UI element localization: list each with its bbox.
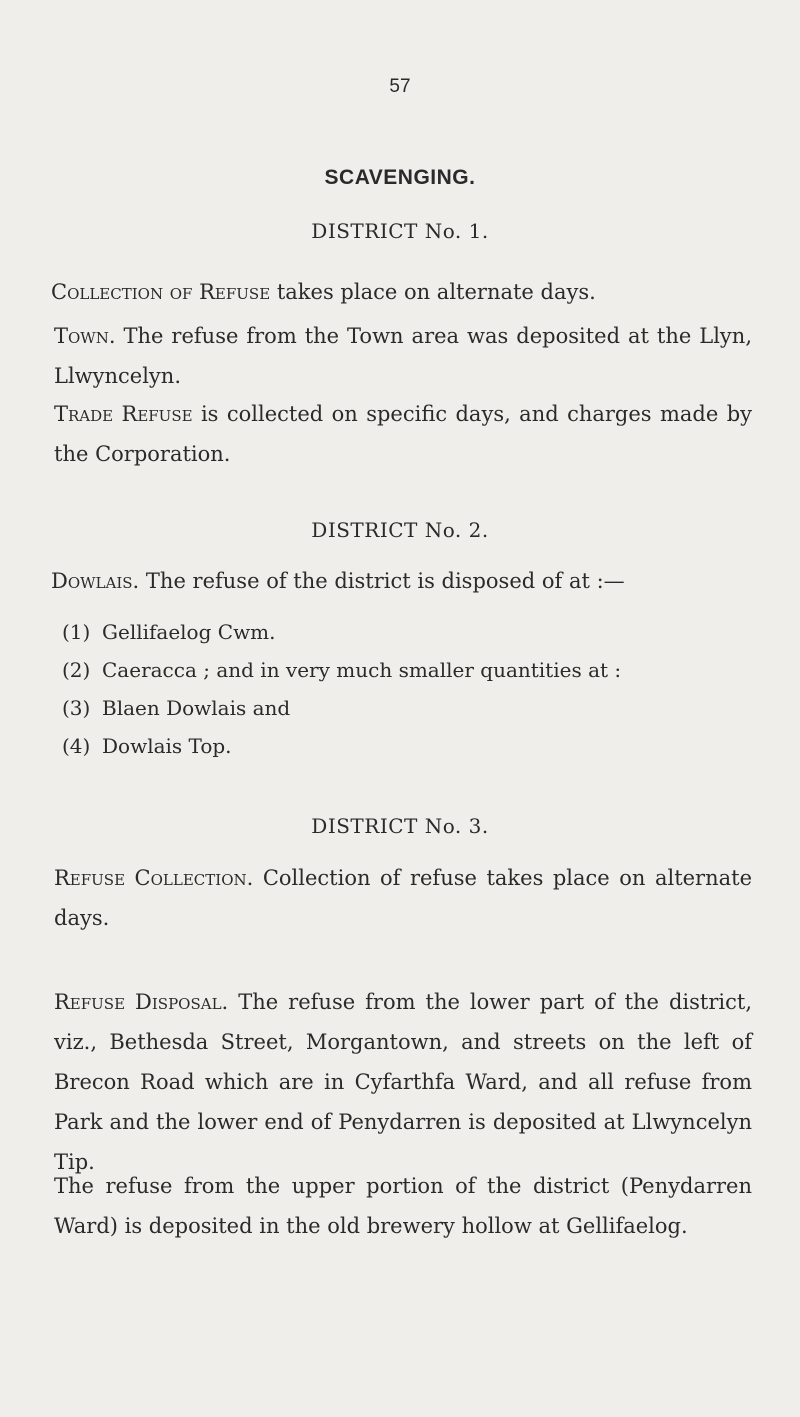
site-list-item [62, 692, 290, 724]
district-3-upper-paragraph [0, 1166, 800, 1246]
trade-refuse-text: is collected on specific days, and charges made by the Corporation. [54, 402, 752, 466]
district-1-trade-paragraph [0, 394, 800, 474]
district-2-heading: DISTRICT No. 2. [311, 518, 489, 542]
district-3-disposal-paragraph [0, 982, 800, 1182]
site-text: Caeracca ; and in very much smaller quantities at : [102, 658, 622, 682]
refuse-collection-text: Collection of refuse takes place on alternate days. [54, 866, 753, 930]
page-number: 57 [389, 76, 411, 97]
collection-label: Collection of Refuse [51, 280, 271, 304]
refuse-collection-label: Refuse Collection. [54, 866, 254, 890]
site-text: Blaen Dowlais and [102, 696, 291, 720]
site-text: Dowlais Top. [102, 734, 232, 758]
refuse-disposal-label: Refuse Disposal. [54, 990, 229, 1014]
page-title: SCAVENGING. [324, 166, 476, 189]
district-2-dowlais-paragraph [51, 561, 751, 601]
district-1-town-paragraph [0, 316, 800, 396]
site-number: (4) [62, 734, 91, 758]
district-3-collection-paragraph [0, 858, 800, 938]
town-text: The refuse from the Town area was deposited at the Llyn, Llwyncelyn. [54, 324, 752, 388]
collection-text: takes place on alternate days. [270, 280, 596, 304]
trade-refuse-label: Trade Refuse [54, 402, 193, 426]
site-number: (2) [62, 658, 91, 682]
district-1-collection-paragraph [51, 272, 751, 312]
site-list-item [62, 730, 232, 762]
district-3-heading: DISTRICT No. 3. [311, 814, 489, 838]
refuse-disposal-text: The refuse from the lower part of the district, viz., Bethesda Street, Morgantown, and streets on the left of Brecon Road which are in Cyfarthfa Ward, and all refuse from Park and the lower end of Penydarren is deposited at Llwyncelyn Tip. [54, 990, 752, 1174]
dowlais-label: Dowlais. [51, 569, 140, 593]
site-text: Gellifaelog Cwm. [102, 620, 276, 644]
district-1-heading: DISTRICT No. 1. [311, 219, 489, 243]
site-list-item [62, 654, 621, 686]
site-list-item [62, 616, 276, 648]
site-number: (3) [62, 696, 91, 720]
town-label: Town. [54, 324, 116, 348]
site-number: (1) [62, 620, 91, 644]
upper-portion-text: The refuse from the upper portion of the district (Penydarren Ward) is deposited in the old brewery hollow at Gellifaelog. [54, 1174, 752, 1238]
dowlais-text: The refuse of the district is disposed of at :— [139, 569, 625, 593]
